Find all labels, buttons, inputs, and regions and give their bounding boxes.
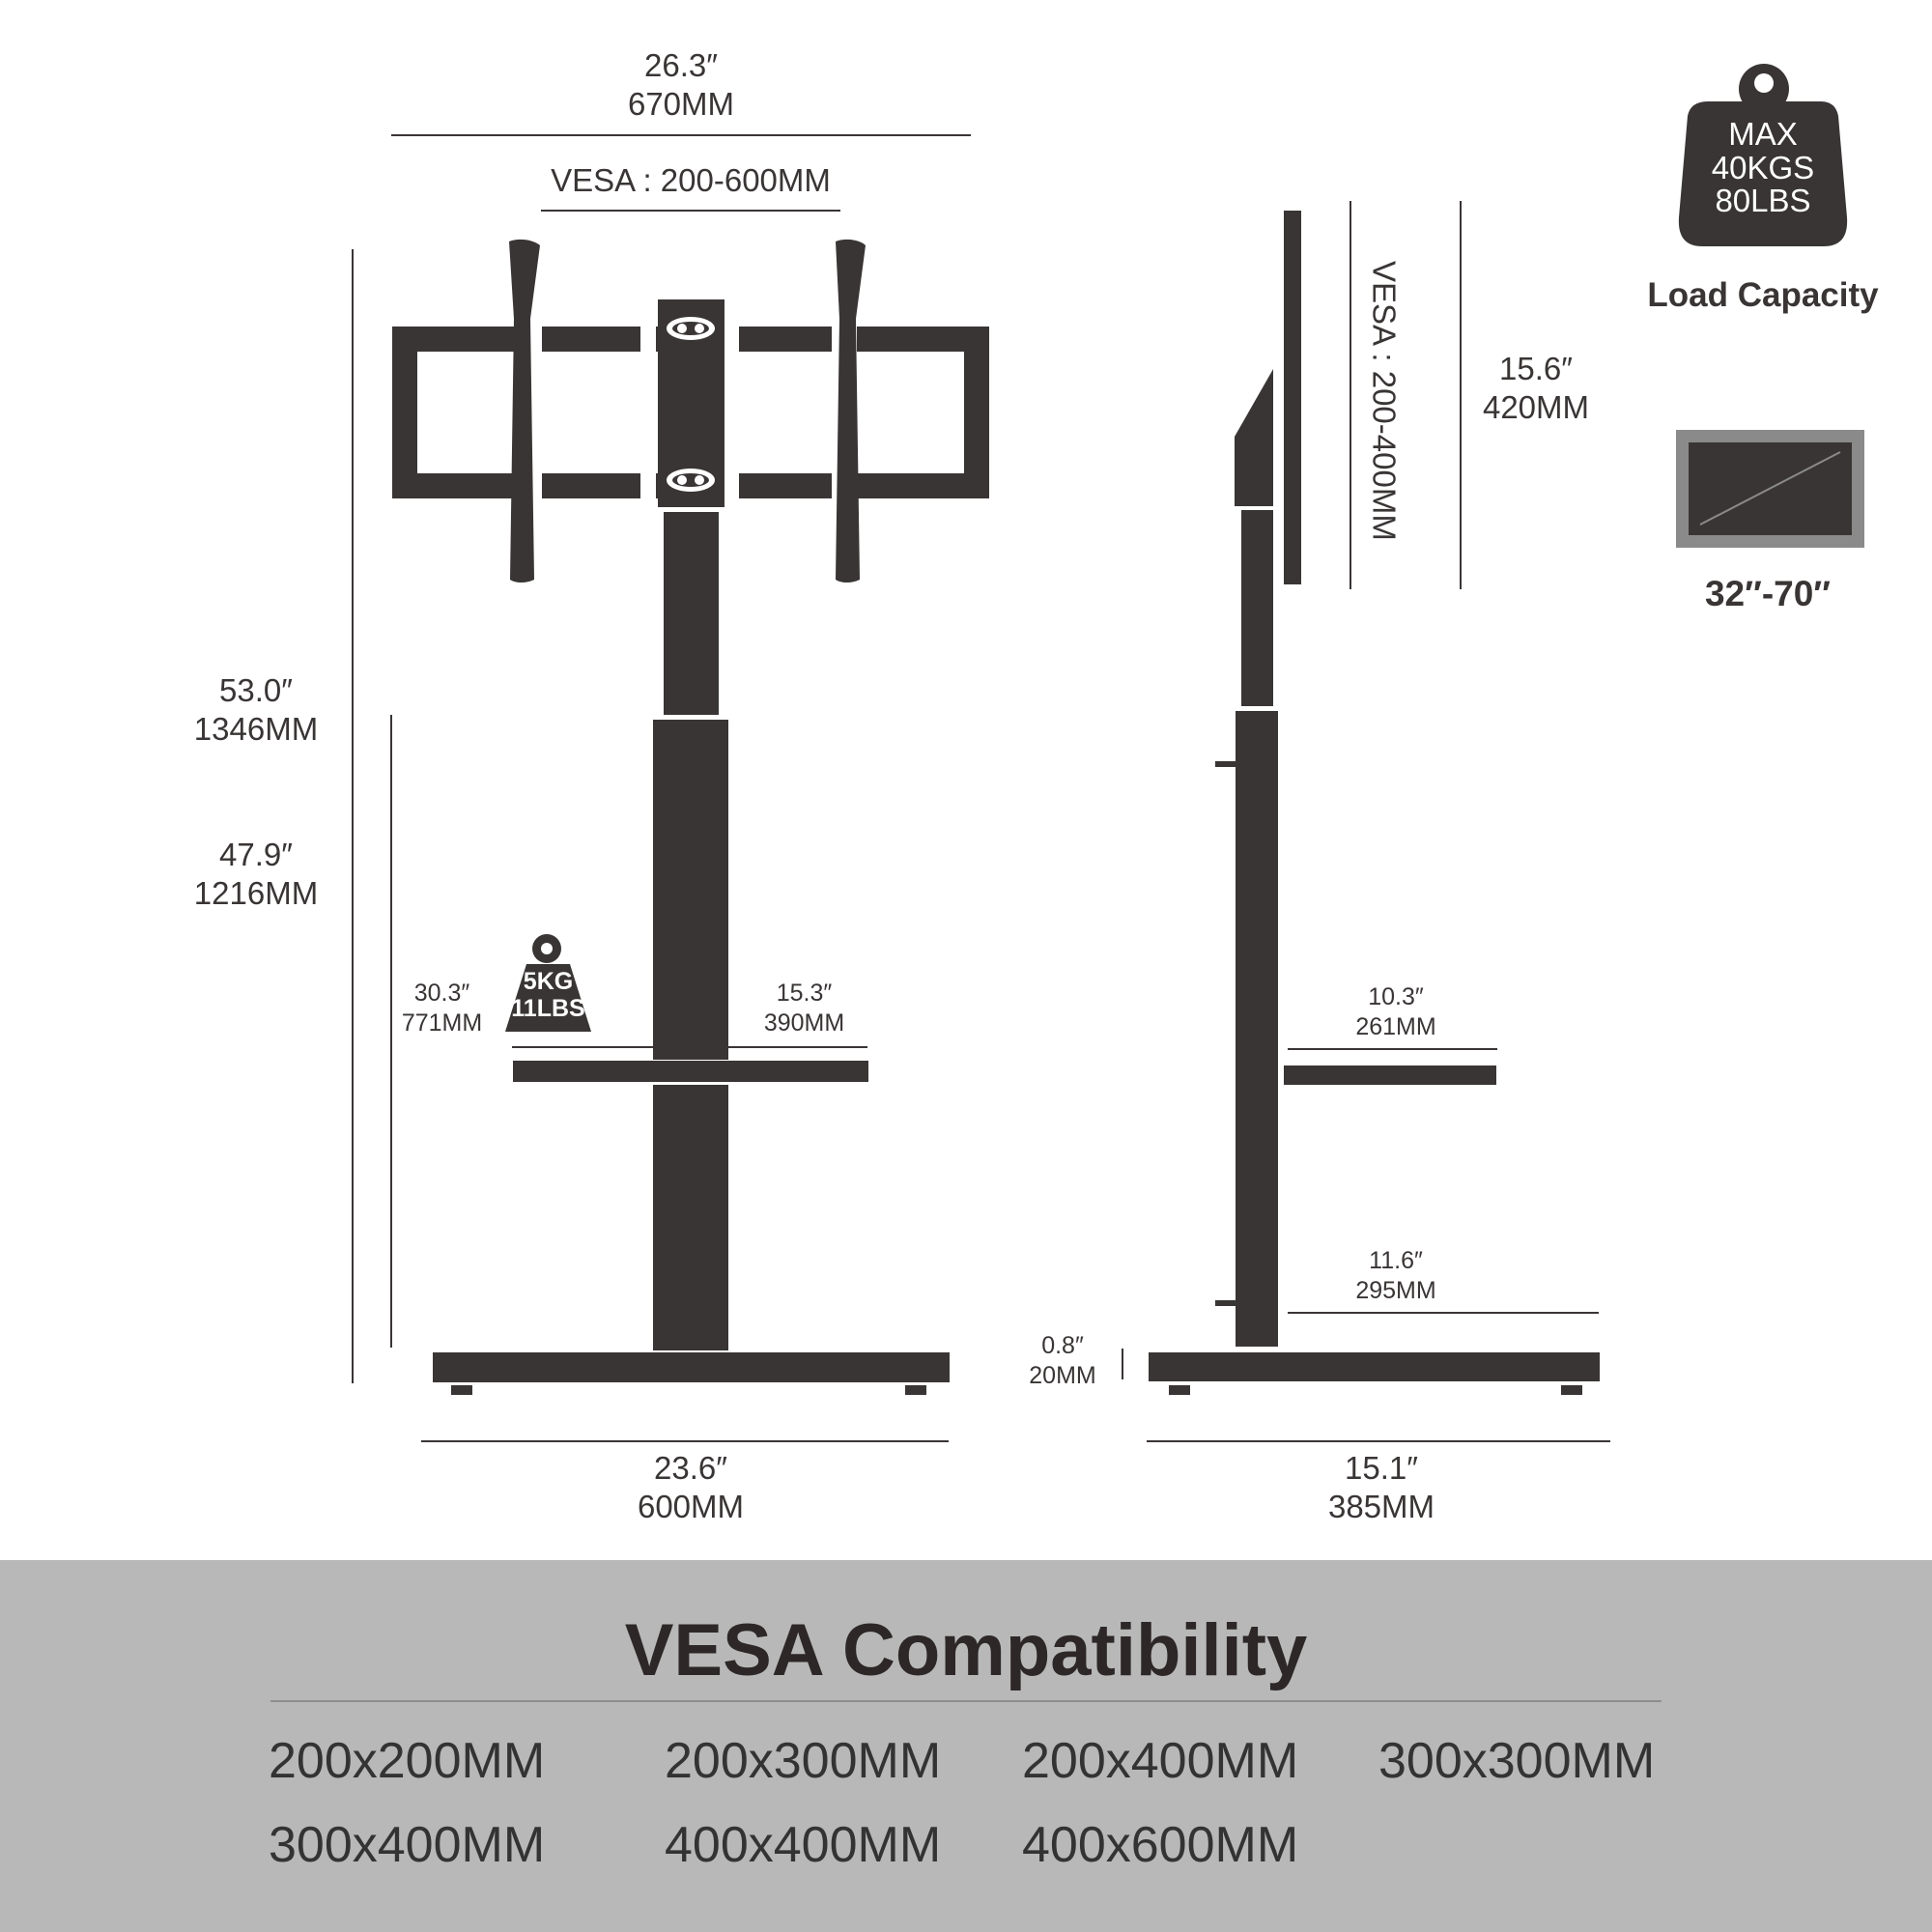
- base-offset-inch: 11.6″: [1369, 1247, 1423, 1274]
- base-thickness-mm: 20MM: [1029, 1361, 1096, 1389]
- shelf-height-inch: 47.9″: [219, 837, 293, 872]
- load-capacity-label: Load Capacity: [1647, 276, 1879, 314]
- shelf-depth-inch: 10.3″: [1368, 983, 1424, 1010]
- vesa-size-item: 400x400MM: [665, 1817, 942, 1873]
- screen-size-label: 32″-70″: [1704, 574, 1832, 613]
- overall-width-inch: 26.3″: [644, 47, 718, 83]
- overall-width-mm: 670MM: [627, 86, 735, 123]
- max-load-kgs: 40KGS: [1711, 149, 1815, 185]
- front-vesa-label: VESA : 200-600MM: [551, 162, 831, 198]
- overall-width-label: [580, 46, 782, 125]
- base-depth-inch: 15.1″: [1345, 1450, 1418, 1486]
- vesa-size-item: 300x400MM: [269, 1817, 546, 1873]
- shelf-load-label: [502, 969, 594, 1022]
- vesa-compatibility-panel: [0, 1560, 1932, 1932]
- shelf-floor-height-mm: 771MM: [401, 1009, 483, 1037]
- shelf-floor-height-inch: 30.3″: [413, 980, 470, 1007]
- shelf-width-label: [744, 979, 865, 1037]
- max-load-max: MAX: [1728, 116, 1798, 152]
- screen-size-icon: [1676, 430, 1864, 548]
- shelf-depth-mm: 261MM: [1355, 1012, 1436, 1040]
- base-depth-mm: 385MM: [1327, 1489, 1435, 1525]
- shelf-load-kg: 5KG: [523, 968, 574, 995]
- shelf-height-mm: 1216MM: [193, 875, 319, 912]
- base-width-mm: 600MM: [637, 1489, 745, 1525]
- vesa-size-item: 400x600MM: [1022, 1817, 1299, 1873]
- base-thickness-inch: 0.8″: [1041, 1332, 1084, 1359]
- max-load-label: [1686, 118, 1840, 218]
- side-vesa-label: VESA : 200-400MM: [1366, 261, 1403, 541]
- shelf-load-lbs: 11LBS: [511, 994, 585, 1022]
- base-thickness-label: [1014, 1331, 1111, 1390]
- vesa-size-item: 200x300MM: [665, 1733, 942, 1789]
- divider: [270, 1700, 1662, 1702]
- base-offset-label: [1333, 1246, 1459, 1305]
- total-height-mm: 1346MM: [193, 711, 319, 748]
- vesa-compatibility-title: VESA Compatibility: [624, 1609, 1308, 1691]
- base-offset-mm: 295MM: [1355, 1276, 1436, 1304]
- max-load-lbs: 80LBS: [1715, 183, 1811, 219]
- total-height-inch: 53.0″: [219, 672, 293, 708]
- bracket-height-mm: 420MM: [1482, 389, 1590, 426]
- bracket-height-label: [1449, 350, 1623, 428]
- vesa-size-item: 300x300MM: [1378, 1733, 1656, 1789]
- base-depth-label: [1285, 1449, 1478, 1527]
- shelf-height-label: [164, 836, 348, 914]
- shelf-width-mm: 390MM: [763, 1009, 845, 1037]
- front-view-drawing: [353, 135, 989, 1441]
- shelf-depth-label: [1333, 982, 1459, 1041]
- vesa-size-item: 200x400MM: [1022, 1733, 1299, 1789]
- shelf-floor-height-label: [386, 979, 497, 1037]
- shelf-width-inch: 15.3″: [776, 980, 833, 1007]
- bracket-height-inch: 15.6″: [1499, 351, 1573, 386]
- base-width-label: [594, 1449, 787, 1527]
- base-width-inch: 23.6″: [654, 1450, 727, 1486]
- vesa-size-item: 200x200MM: [269, 1733, 546, 1789]
- total-height-label: [164, 671, 348, 750]
